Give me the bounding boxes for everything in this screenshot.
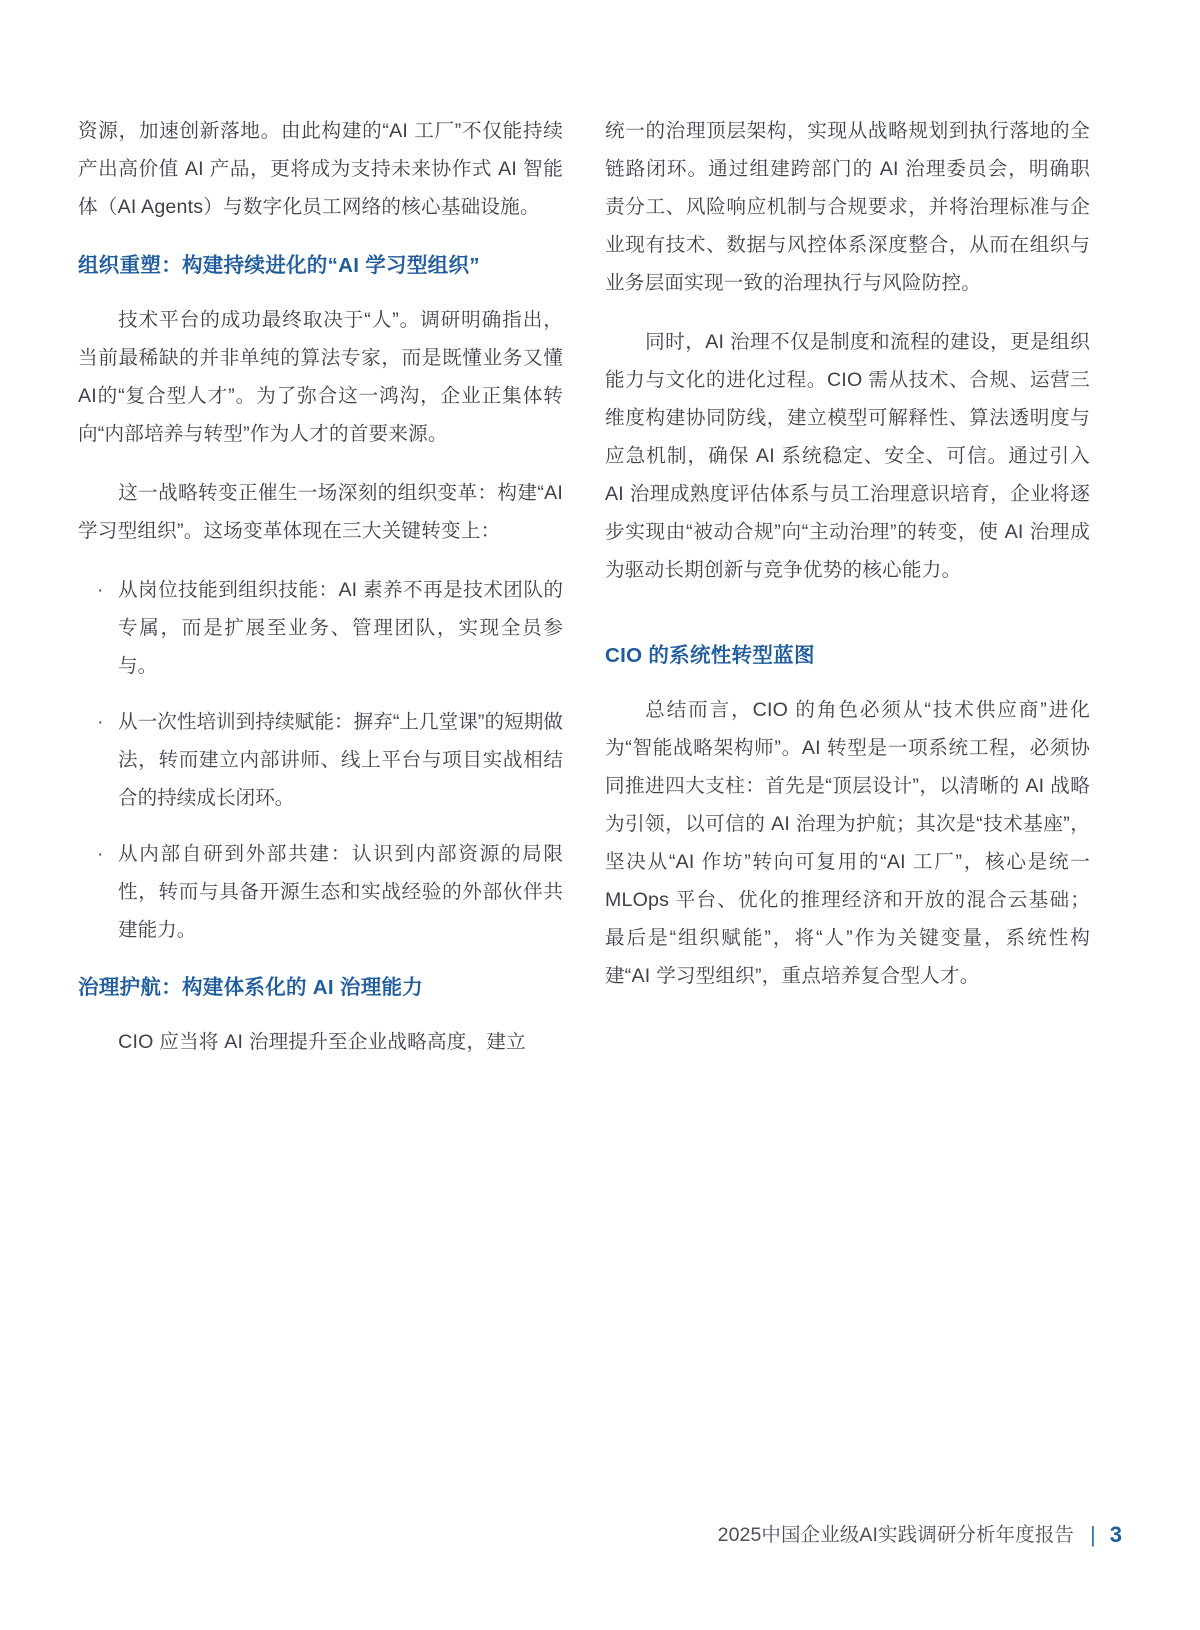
paragraph-cio-conclusion: 总结而言，CIO 的角色必须从“技术供应商”进化为“智能战略架构师”。AI 转型是一项系统工程，必须协同推进四大支柱：首先是“顶层设计”，以清晰的 AI 战略为引领，以可信的 AI 治理为护航；其次是“技术基座”，坚决从“AI 作坊”转向可复用的“AI 工厂”，核心是统一 MLOps 平台、优化的推理经济和开放的混合云基础；最后是“组织赋能”，将“人”作为关键变量，系统性构建“AI 学习型组织”，重点培养复合型人才。 bbox=[605, 699, 1090, 987]
bullet-dot-icon: · bbox=[97, 711, 104, 733]
list-item-text: 从一次性培训到持续赋能：摒弃“上几堂课”的短期做法，转而建立内部讲师、线上平台与项目实战相结合的持续成长闭环。 bbox=[118, 711, 563, 809]
bullet-list-three-shifts bbox=[78, 571, 563, 949]
paragraph-three-shifts-intro: 这一战略转变正催生一场深刻的组织变革：构建“AI 学习型组织”。这场变革体现在三大关键转变上： bbox=[78, 482, 563, 542]
paragraph-governance-architecture: 统一的治理顶层架构，实现从战略规划到执行落地的全链路闭环。通过组建跨部门的 AI 治理委员会，明确职责分工、风险响应机制与合规要求，并将治理标准与企业现有技术、数据与风控体系深度整合，从而在组织与业务层面实现一致的治理执行与风险防控。 bbox=[605, 120, 1090, 294]
list-item-text: 从内部自研到外部共建：认识到内部资源的局限性，转而与具备开源生态和实战经验的外部伙伴共建能力。 bbox=[118, 843, 563, 941]
paragraph-cio-governance-start: CIO 应当将 AI 治理提升至企业战略高度，建立 bbox=[118, 1031, 526, 1053]
footer-separator: | bbox=[1090, 1522, 1096, 1547]
heading-cio-blueprint: CIO 的系统性转型蓝图 bbox=[605, 644, 815, 667]
page-footer bbox=[718, 1520, 1122, 1550]
list-item bbox=[78, 703, 563, 817]
paragraph-talent-gap: 技术平台的成功最终取决于“人”。调研明确指出，当前最稀缺的并非单纯的算法专家，而是既懂业务又懂AI的“复合型人才”。为了弥合这一鸿沟，企业正集体转向“内部培养与转型”作为人才的首要来源。 bbox=[78, 309, 563, 445]
bullet-dot-icon: · bbox=[97, 579, 104, 601]
two-column-layout bbox=[78, 112, 1090, 1061]
left-column bbox=[78, 112, 563, 1061]
list-item-text: 从岗位技能到组织技能：AI 素养不再是技术团队的专属，而是扩展至业务、管理团队，实现全员参与。 bbox=[118, 579, 563, 677]
footer-report-title: 2025中国企业级AI实践调研分析年度报告 bbox=[717, 1524, 1075, 1546]
list-item bbox=[78, 571, 563, 685]
heading-governance: 治理护航：构建体系化的 AI 治理能力 bbox=[78, 976, 424, 999]
list-item bbox=[78, 835, 563, 949]
right-column bbox=[605, 112, 1090, 1061]
paragraph-governance-culture: 同时，AI 治理不仅是制度和流程的建设，更是组织能力与文化的进化过程。CIO 需从技术、合规、运营三维度构建协同防线，建立模型可解释性、算法透明度与应急机制，确保 AI 系统稳定、安全、可信。通过引入 AI 治理成熟度评估体系与员工治理意识培育，企业将逐步实现由“被动合规”向“主动治理”的转变，使 AI 治理成为驱动长期创新与竞争优势的核心能力。 bbox=[605, 331, 1090, 581]
bullet-dot-icon: · bbox=[97, 843, 104, 865]
footer-page-number: 3 bbox=[1109, 1522, 1122, 1547]
paragraph-ai-factory: 资源，加速创新落地。由此构建的“AI 工厂”不仅能持续产出高价值 AI 产品，更将成为支持未来协作式 AI 智能体（AI Agents）与数字化员工网络的核心基础设施。 bbox=[78, 120, 563, 218]
heading-organizational-reshaping: 组织重塑：构建持续进化的“AI 学习型组织” bbox=[78, 254, 480, 277]
